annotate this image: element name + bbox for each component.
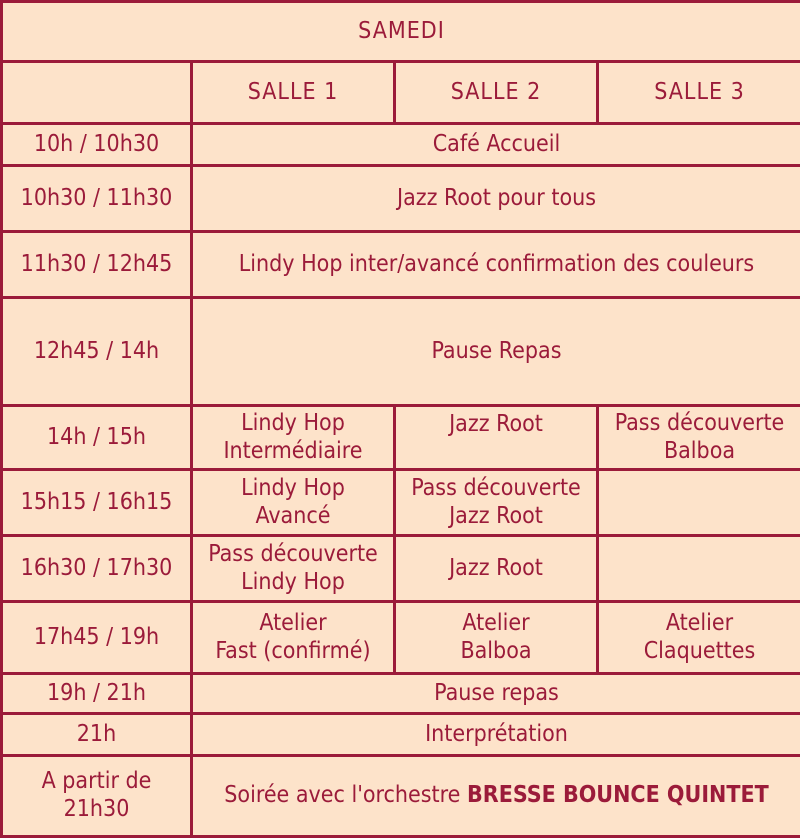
session-line: Fast (confirmé) — [197, 638, 389, 666]
schedule-row — [2, 232, 800, 298]
session-cell-salle-2 — [395, 602, 598, 674]
session-cell-salle-2 — [395, 406, 598, 470]
session-line: Pass découverte — [400, 475, 592, 503]
session-line: Atelier — [400, 610, 592, 638]
session-cell-salle-1 — [192, 536, 395, 602]
time-slot: 10h / 10h30 — [2, 124, 192, 166]
session-line: Atelier — [197, 610, 389, 638]
time-slot: 12h45 / 14h — [2, 298, 192, 406]
event-cell: Lindy Hop inter/avancé confirmation des couleurs — [192, 232, 800, 298]
session-cell-salle-1 — [192, 602, 395, 674]
event-cell: Interprétation — [192, 714, 800, 756]
session-cell-salle-1 — [192, 406, 395, 470]
schedule-row — [2, 406, 800, 470]
time-slot: 21h — [2, 714, 192, 756]
session-cell-salle-1 — [192, 470, 395, 536]
event-cell: Pause repas — [192, 674, 800, 714]
session-line: Avancé — [197, 503, 389, 531]
schedule-row — [2, 756, 800, 837]
rooms-header-row — [2, 62, 800, 124]
event-cell — [192, 756, 800, 837]
schedule-row — [2, 298, 800, 406]
session-cell-salle-2 — [395, 536, 598, 602]
schedule-row — [2, 166, 800, 232]
time-slot: 10h30 / 11h30 — [2, 166, 192, 232]
schedule-row — [2, 674, 800, 714]
time-slot: 15h15 / 16h15 — [2, 470, 192, 536]
time-slot: 19h / 21h — [2, 674, 192, 714]
session-cell-salle-3-empty — [598, 536, 800, 602]
session-line: Lindy Hop — [197, 475, 389, 503]
event-cell: Pause Repas — [192, 298, 800, 406]
session-cell-salle-3-empty — [598, 470, 800, 536]
time-slot: 11h30 / 12h45 — [2, 232, 192, 298]
time-slot: 16h30 / 17h30 — [2, 536, 192, 602]
room-header-1: SALLE 1 — [192, 62, 395, 124]
session-line: Jazz Root — [400, 503, 592, 531]
time-slot: 17h45 / 19h — [2, 602, 192, 674]
session-line: Claquettes — [603, 638, 796, 666]
session-line: Atelier — [603, 610, 796, 638]
session-line: Lindy Hop — [197, 569, 389, 597]
event-text: Soirée avec l'orchestre — [224, 782, 460, 808]
session-line: Jazz Root — [400, 555, 592, 583]
session-line: Pass découverte — [603, 410, 796, 438]
session-line: Balboa — [400, 638, 592, 666]
session-line: Pass découverte — [197, 541, 389, 569]
day-title: SAMEDI — [2, 2, 800, 62]
room-header-2: SALLE 2 — [395, 62, 598, 124]
time-line: A partir de — [7, 768, 186, 796]
session-line: Intermédiaire — [197, 438, 389, 466]
schedule-row — [2, 124, 800, 166]
session-cell-salle-3 — [598, 602, 800, 674]
schedule-row — [2, 470, 800, 536]
session-line: Lindy Hop — [197, 410, 389, 438]
schedule-row — [2, 714, 800, 756]
event-cell: Café Accueil — [192, 124, 800, 166]
session-cell-salle-2 — [395, 470, 598, 536]
band-name: BRESSE BOUNCE QUINTET — [467, 782, 769, 808]
title-row — [2, 2, 800, 62]
room-header-3: SALLE 3 — [598, 62, 800, 124]
session-line: Jazz Root — [400, 411, 592, 439]
event-cell: Jazz Root pour tous — [192, 166, 800, 232]
schedule-row — [2, 536, 800, 602]
schedule-row — [2, 602, 800, 674]
session-cell-salle-3 — [598, 406, 800, 470]
time-slot: 14h / 15h — [2, 406, 192, 470]
time-slot — [2, 756, 192, 837]
session-line: Balboa — [603, 438, 796, 466]
empty-header-cell — [2, 62, 192, 124]
time-line: 21h30 — [7, 796, 186, 824]
